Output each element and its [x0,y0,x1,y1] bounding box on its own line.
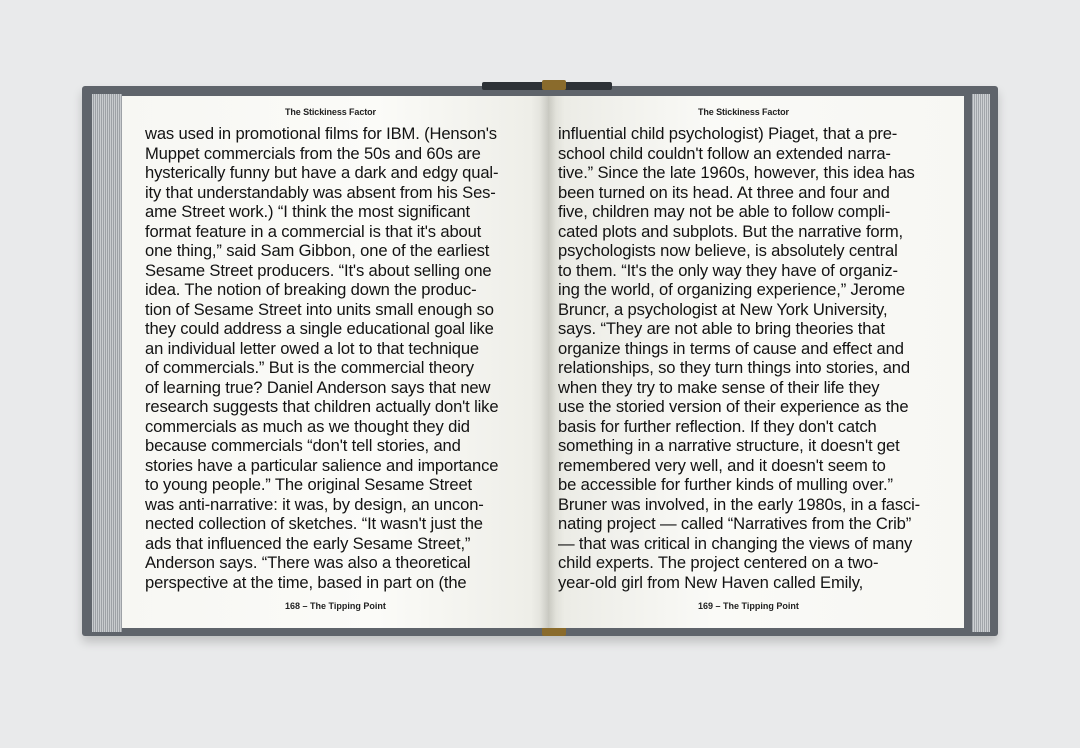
text-line: be accessible for further kinds of mulling over.” [558,475,893,494]
text-line: was used in promotional films for IBM. (Henson's [145,124,497,143]
right-page-number: 169 – The Tipping Point [698,601,799,611]
text-line: influential child psychologist) Piaget, that a pre- [558,124,898,143]
text-line: because commercials “don't tell stories, and [145,436,461,455]
right-page-text [558,124,920,592]
text-line: Bruncr, a psychologist at New York University, [558,299,888,319]
text-line: Bruner was involved, in the early 1980s, in a fasci- [558,494,921,514]
text-line: Sesame Street producers. “It's about selling one [145,260,492,280]
text-line: cated plots and subplots. But the narrative form, [558,221,904,241]
text-line: says. “They are not able to bring theories that [558,319,885,338]
gutter-shadow [540,96,556,628]
text-line: format feature in a commercial is that it's about [145,221,482,241]
text-line: school child couldn't follow an extended narra- [558,143,891,163]
text-line: psychologists now believe, is absolutely central [558,241,898,260]
text-line: five, children may not be able to follow compli- [558,202,891,221]
text-line: when they try to make sense of their life they [558,377,880,397]
text-line: of commercials.” But is the commercial theory [145,358,474,377]
text-line: to them. “It's the only way they have of organiz- [558,260,898,280]
text-line: ame Street work.) “I think the most significant [145,202,470,221]
text-line: stories have a particular salience and importance [145,455,499,475]
text-line: hysterically funny but have a dark and edgy qual- [145,163,499,182]
text-line: been turned on its head. At three and four and [558,182,890,202]
text-line: perspective at the time, based in part on (the [145,572,467,592]
text-line: tion of Sesame Street into units small enough so [145,299,494,319]
text-line: commercials as much as we thought they did [145,416,470,436]
text-line: Muppet commercials from the 50s and 60s are [145,143,481,163]
left-running-head: The Stickiness Factor [285,107,376,117]
text-line: ity that understandably was absent from his Ses- [145,182,496,202]
right-page [548,96,964,628]
text-line: basis for further reflection. If they don't catch [558,416,877,436]
text-line: remembered very well, and it doesn't seem to [558,455,886,475]
text-line: ing the world, of organizing experience,” Jerome [558,280,905,299]
text-line: to young people.” The original Sesame Street [145,475,473,494]
page-edges-left [92,94,122,632]
text-line: Anderson says. “There was also a theoretical [145,553,471,572]
page-edges-right [972,94,990,632]
text-line: an individual letter owed a lot to that technique [145,338,479,358]
text-line: — that was critical in changing the views of many [558,533,913,553]
text-line: something in a narrative structure, it doesn't get [558,436,900,455]
text-line: research suggests that children actually don't like [145,397,499,416]
text-line: idea. The notion of breaking down the produc- [145,280,477,299]
text-line: nating project — called “Narratives from the Crib” [558,514,912,533]
text-line: tive.” Since the late 1960s, however, this idea has [558,163,915,182]
left-page-text [145,124,498,592]
text-line: they could address a single educational goal like [145,319,494,338]
text-line: ads that influenced the early Sesame Street,” [145,533,471,553]
open-book [82,86,998,636]
text-line: use the storied version of their experience as the [558,397,909,416]
left-page-number: 168 – The Tipping Point [285,601,386,611]
text-line: was anti-narrative: it was, by design, an uncon- [145,494,484,514]
text-line: child experts. The project centered on a two- [558,553,879,572]
text-line: one thing,” said Sam Gibbon, one of the earliest [145,241,490,260]
text-line: of learning true? Daniel Anderson says that new [145,377,491,397]
headband-top [542,80,566,90]
text-line: relationships, so they turn things into stories, and [558,358,910,377]
text-line: nected collection of sketches. “It wasn't just the [145,514,483,533]
text-line: organize things in terms of cause and effect and [558,338,904,358]
text-line: year-old girl from New Haven called Emily, [558,572,864,592]
left-page [122,96,548,628]
right-running-head: The Stickiness Factor [698,107,789,117]
